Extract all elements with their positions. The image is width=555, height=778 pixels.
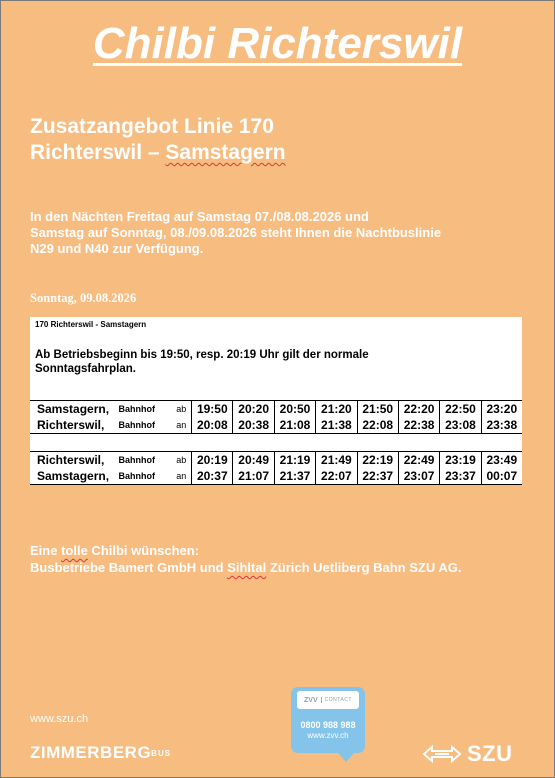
stop-direction: ab [176,455,187,465]
timetable-note-line-2: Sonntagsfahrplan. [35,363,136,375]
subtitle-line-2 [30,140,286,166]
timetable-box [30,317,522,484]
stop-station: Bahnhof [118,404,156,414]
zimmerberg-logo-text: ZIMMERBERG [30,743,152,762]
departure-time: 23:49 [481,452,522,468]
timetable-note-line-1: Ab Betriebsbeginn bis 19:50, resp. 20:19 Uhr gilt der normale [35,349,369,361]
arrival-time: 22:38 [398,417,439,433]
table-divider [30,484,522,485]
arrival-time: 20:37 [191,468,232,484]
zimmerberg-bus-logo [30,743,171,763]
departure-time: 21:19 [274,452,315,468]
arrival-time: 00:07 [481,468,522,484]
departure-time: 19:50 [191,401,232,417]
departure-time: 20:20 [232,401,273,417]
departure-time: 20:50 [274,401,315,417]
zvv-website-link[interactable]: www.zvv.ch [307,731,349,740]
departure-time: 22:50 [439,401,480,417]
szu-website-link[interactable]: www.szu.ch [30,713,89,725]
departure-time: 21:50 [357,401,398,417]
info-line-1: In den Nächten Freitag auf Samstag 07./08.08.2026 und [30,209,369,224]
arrival-time: 23:07 [398,468,439,484]
stop-direction: an [176,471,187,481]
arrival-time: 20:38 [232,417,273,433]
service-subtitle [30,114,286,166]
arrival-time: 23:37 [439,468,480,484]
table-divider [30,433,522,434]
subtitle-route-start: Richterswil – [30,141,166,164]
timetable-block-samstagern-richterswil [30,400,522,434]
arrival-time: 22:08 [357,417,398,433]
greeting-line-2 [30,559,461,576]
greeting-line-1 [30,542,461,559]
arrival-time: 21:38 [315,417,356,433]
timetable-block-richterswil-samstagern [30,451,522,485]
stop-name: Richterswil, [37,453,105,467]
departure-time: 23:19 [439,452,480,468]
greeting-text: Chilbi wünschen: [87,543,200,558]
arrival-time: 21:07 [232,468,273,484]
stop-station: Bahnhof [118,420,156,430]
departure-time: 20:19 [191,452,232,468]
departure-time: 20:49 [232,452,273,468]
departure-time: 21:49 [315,452,356,468]
zvv-phone-number[interactable]: 0800 988 988 [300,720,356,730]
table-row [30,452,522,468]
arrival-time: 20:08 [191,417,232,433]
subtitle-line-1: Zusatzangebot Linie 170 [30,115,274,138]
zvv-logo: ZVV [304,696,318,704]
table-row [30,401,522,417]
service-date: Sonntag, 09.08.2026 [30,291,137,305]
greeting-tolle: tolle [61,543,88,558]
greeting-sihltal: Sihltal [227,560,267,575]
table-row [30,468,522,484]
departure-time: 22:20 [398,401,439,417]
departure-time: 22:49 [398,452,439,468]
subtitle-route-end: Samstagern [165,141,286,164]
departure-time: 21:20 [315,401,356,417]
arrival-time: 23:08 [439,417,480,433]
arrival-time: 21:37 [274,468,315,484]
info-line-2: Samstag auf Sonntag, 08./09.08.2026 steht Ihnen die Nachtbuslinie [30,225,442,240]
departure-time: 22:19 [357,452,398,468]
stop-station: Bahnhof [118,471,156,481]
greeting-text: Zürich Uetliberg Bahn SZU AG. [266,560,462,575]
szu-arrows-icon [423,745,461,763]
stop-station: Bahnhof [118,455,156,465]
greeting-text: Busbetriebe Bamert GmbH und [30,560,228,575]
stop-direction: an [176,420,187,430]
szu-logo [423,741,513,767]
arrival-time: 22:07 [315,468,356,484]
night-bus-info [30,209,530,257]
arrival-time: 23:38 [481,417,522,433]
greeting [30,542,461,576]
arrival-time: 21:08 [274,417,315,433]
timetable-note [35,348,415,376]
stop-name: Samstagern, [37,469,110,483]
szu-logo-text: SZU [467,741,513,766]
stop-direction: ab [176,404,187,414]
table-row [30,417,522,433]
arrival-time: 22:37 [357,468,398,484]
zvv-badge-pointer [338,753,354,762]
zimmerberg-logo-suffix: BUS [151,749,172,758]
info-line-3: N29 und N40 zur Verfügung. [30,241,204,256]
departure-time: 23:20 [481,401,522,417]
zvv-contact-badge [291,687,365,753]
poster-title: Chilbi Richterswil [92,19,463,68]
zvv-contact-label: CONTACT [321,697,352,703]
timetable-header: 170 Richterswil - Samstagern [35,320,147,329]
greeting-text: Eine [30,543,62,558]
stop-name: Samstagern, [37,402,110,416]
zvv-logo-bar [297,691,359,709]
stop-name: Richterswil, [37,418,105,432]
